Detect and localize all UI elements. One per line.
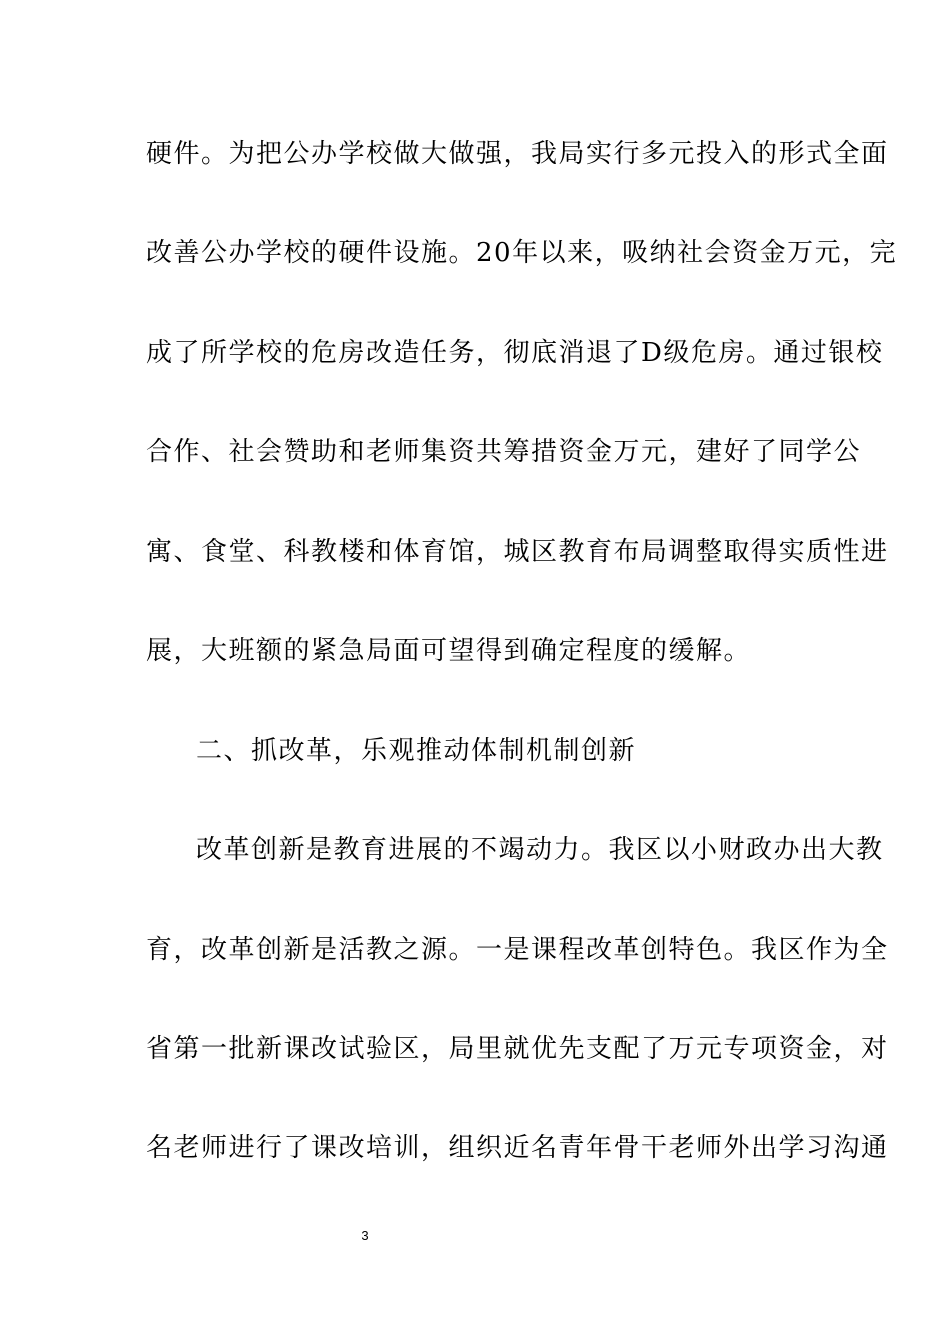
- paragraph-first-line: 改革创新是教育进展的不竭动力。我区以小财政办出大教: [196, 835, 884, 865]
- body-text-line: 展，大班额的紧急局面可望得到确定程度的缓解。: [146, 636, 752, 666]
- body-text-line: 改善公办学校的硬件设施。20年以来，吸纳社会资金万元，完: [146, 238, 898, 268]
- section-heading: 二、抓改革，乐观推动体制机制创新: [196, 736, 637, 766]
- body-text-line: 名老师进行了课改培训，组织近名青年骨干老师外出学习沟通: [146, 1133, 889, 1163]
- body-text-line: 成了所学校的危房改造任务，彻底消退了D级危房。通过银校: [146, 338, 884, 368]
- page-number: 3: [361, 1228, 369, 1243]
- body-text-line: 省第一批新课改试验区，局里就优先支配了万元专项资金，对: [146, 1034, 889, 1064]
- body-text-line: 合作、社会赞助和老师集资共筹措资金万元，建好了同学公: [146, 437, 862, 467]
- body-text-line: 硬件。为把公办学校做大做强，我局实行多元投入的形式全面: [146, 139, 889, 169]
- body-text-line: 寓、食堂、科教楼和体育馆，城区教育布局调整取得实质性进: [146, 537, 889, 567]
- body-text-line: 育，改革创新是活教之源。一是课程改革创特色。我区作为全: [146, 935, 889, 965]
